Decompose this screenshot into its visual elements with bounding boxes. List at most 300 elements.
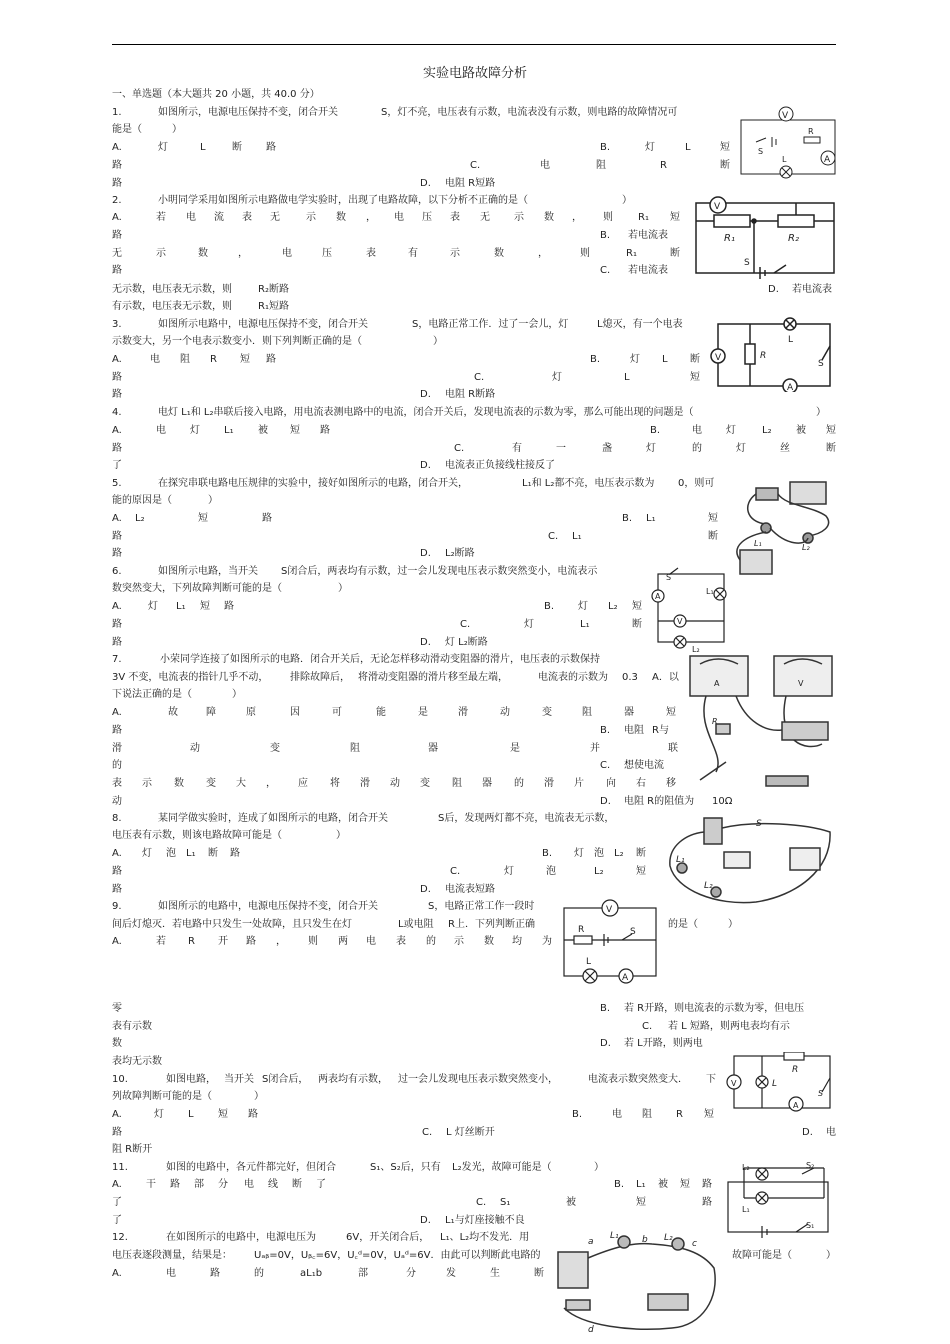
- question-text-fragment: 动: [500, 707, 510, 718]
- question-text-fragment: S₁、S₂后，只有: [370, 1162, 441, 1173]
- question-text-fragment: 动: [112, 796, 122, 807]
- question-text-fragment: 6.: [112, 566, 122, 577]
- question-text-fragment: L: [685, 142, 691, 153]
- question-text-fragment: 想使电流: [624, 760, 664, 771]
- section-heading: 一、单选题（本大题共 20 小题，共 40.0 分）: [112, 89, 320, 100]
- question-text-fragment: D.: [802, 1127, 813, 1138]
- question-text-fragment: 被: [258, 425, 268, 436]
- question-text-fragment: 电: [166, 1268, 176, 1279]
- question-text-fragment: 数: [494, 248, 504, 259]
- question-text-fragment: 灯: [190, 425, 200, 436]
- question-text-fragment: C.: [600, 760, 611, 771]
- question-text-fragment: 的: [692, 443, 702, 454]
- question-text-fragment: ）: [232, 689, 242, 700]
- question-text-fragment: L₂: [594, 866, 604, 877]
- question-text-fragment: 电: [156, 425, 166, 436]
- question-text-fragment: ）: [172, 124, 182, 135]
- l1-label: L₁: [706, 587, 714, 596]
- question-text-fragment: 器: [482, 778, 492, 789]
- question-text-fragment: 数: [198, 248, 208, 259]
- question-text-fragment: 无: [270, 212, 280, 223]
- question-text-fragment: 了: [112, 1197, 122, 1208]
- question-text-fragment: D.: [768, 284, 779, 295]
- question-text-fragment: 泡: [546, 866, 556, 877]
- apparatus-labels-q7: [686, 652, 836, 800]
- switch-label: S: [758, 147, 764, 156]
- question-text-fragment: D.: [420, 389, 431, 400]
- question-text-fragment: 5.: [112, 478, 122, 489]
- r2-label: R₂: [788, 233, 799, 244]
- question-text-fragment: 断: [208, 848, 218, 859]
- question-text-fragment: 部: [358, 1268, 368, 1279]
- question-text-fragment: 应: [298, 778, 308, 789]
- question-text-fragment: ）: [254, 1091, 264, 1102]
- question-text-fragment: 某同学做实验时，连成了如图所示的电路，闭合开关: [158, 813, 388, 824]
- question-text-fragment: D.: [420, 1215, 431, 1226]
- question-text-fragment: 路: [246, 936, 256, 947]
- question-text-fragment: 2.: [112, 195, 122, 206]
- question-text-fragment: 表均无示数: [112, 1056, 162, 1067]
- question-text-fragment: A.: [112, 1179, 122, 1190]
- circuit-labels-q3: [706, 316, 836, 392]
- question-text-fragment: 短: [708, 513, 718, 524]
- question-text-fragment: 短: [680, 1179, 690, 1190]
- ammeter-label: A: [714, 679, 720, 688]
- resistor-label: R: [808, 127, 814, 136]
- question-text-fragment: 被: [658, 1179, 668, 1190]
- question-text-fragment: 灯: [736, 443, 746, 454]
- question-text-fragment: 列故障判断可能的是（: [112, 1091, 212, 1102]
- switch-label: S: [818, 1089, 824, 1098]
- question-text-fragment: 路: [112, 1127, 122, 1138]
- ammeter-label: A: [655, 592, 661, 601]
- question-text-fragment: 并: [590, 743, 600, 754]
- question-text-fragment: 排除故障后，: [290, 672, 350, 683]
- question-text-fragment: 零: [112, 1003, 122, 1014]
- l2-label: L₂: [664, 1233, 673, 1243]
- voltmeter-label: V: [782, 111, 789, 121]
- question-text-fragment: L₁: [224, 425, 234, 436]
- question-text-fragment: 路: [702, 1179, 712, 1190]
- question-text-fragment: 若 L开路，则两电: [624, 1038, 703, 1049]
- question-text-fragment: 断: [826, 443, 836, 454]
- question-text-fragment: 有示数，电压表无示数，则: [112, 301, 232, 312]
- question-text-fragment: R₁: [638, 212, 649, 223]
- lamp-label: L: [586, 957, 592, 967]
- question-text-fragment: 的: [426, 936, 436, 947]
- question-text-fragment: 电: [612, 1109, 622, 1120]
- question-text-fragment: 短: [690, 372, 700, 383]
- question-text-fragment: 电阻 R的阻值为: [624, 796, 695, 807]
- question-text-fragment: A.: [112, 513, 122, 524]
- circuit-labels-q2: [688, 193, 836, 279]
- question-text-fragment: 示: [306, 212, 316, 223]
- question-text-fragment: 路: [112, 178, 122, 189]
- question-text-fragment: ，: [276, 936, 286, 947]
- voltmeter-label: V: [677, 617, 683, 626]
- question-text-fragment: 灯: [645, 142, 655, 153]
- question-text-fragment: L: [188, 1109, 194, 1120]
- question-text-fragment: C.: [476, 1197, 487, 1208]
- ammeter-label: A: [787, 383, 794, 392]
- question-text-fragment: 路: [702, 1197, 712, 1208]
- voltmeter-label: V: [798, 679, 804, 688]
- question-text-fragment: 灯: [578, 601, 588, 612]
- s2-label: S₂: [806, 1161, 815, 1170]
- question-text-fragment: S，电路正常工作．过了一会儿，灯: [412, 319, 569, 330]
- question-text-fragment: 电: [150, 354, 160, 365]
- question-text-fragment: 如图所示的电路中，电源电压保持不变，闭合开关: [158, 901, 378, 912]
- point-d-label: d: [588, 1325, 594, 1335]
- question-text-fragment: 若: [156, 936, 166, 947]
- resistor-label: R: [578, 925, 585, 935]
- question-text-fragment: A.: [112, 142, 122, 153]
- question-text-fragment: 8.: [112, 813, 122, 824]
- question-text-fragment: L: [624, 372, 630, 383]
- question-text-fragment: 的: [254, 1268, 264, 1279]
- question-text-fragment: 器: [624, 707, 634, 718]
- question-text-fragment: 在如图所示的电路中，电源电压为: [166, 1232, 316, 1243]
- question-text-fragment: 路: [266, 354, 276, 365]
- lamp-label: L: [788, 335, 794, 345]
- resistor-label: R: [792, 1065, 799, 1075]
- question-text-fragment: L₁、L₂均不发光．用: [440, 1232, 530, 1243]
- question-text-fragment: S，电路正常工作一段时: [428, 901, 535, 912]
- question-text-fragment: 如图所示，电源电压保持不变，闭合开关: [158, 107, 338, 118]
- question-text-fragment: 是: [510, 743, 520, 754]
- question-text-fragment: 电: [394, 212, 404, 223]
- question-text-fragment: 下: [706, 1074, 716, 1085]
- question-text-fragment: L₁: [572, 531, 582, 542]
- question-text-fragment: 电流表短路: [445, 884, 495, 895]
- question-text-fragment: 滑: [458, 707, 468, 718]
- question-text-fragment: ）: [816, 407, 826, 418]
- question-text-fragment: 表: [396, 936, 406, 947]
- question-text-fragment: 4.: [112, 407, 122, 418]
- voltmeter-label: V: [731, 1079, 737, 1088]
- question-text-fragment: B.: [600, 725, 611, 736]
- question-text-fragment: 大: [236, 778, 246, 789]
- question-text-fragment: 路: [112, 866, 122, 877]
- question-text-fragment: 了: [316, 1179, 326, 1190]
- question-text-fragment: 则: [580, 248, 590, 259]
- question-text-fragment: C.: [548, 531, 559, 542]
- question-text-fragment: L₂: [608, 601, 618, 612]
- question-text-fragment: 能: [376, 707, 386, 718]
- r1-label: R₁: [724, 233, 735, 244]
- question-text-fragment: 电: [366, 936, 376, 947]
- page-title: 实验电路故障分析: [422, 66, 527, 81]
- question-text-fragment: ）: [826, 1250, 836, 1261]
- question-text-fragment: 若电流表: [792, 284, 832, 295]
- question-text-fragment: B.: [622, 513, 633, 524]
- question-text-fragment: 是: [418, 707, 428, 718]
- question-text-fragment: 动: [390, 778, 400, 789]
- resistor-label: R: [712, 717, 718, 726]
- question-text-fragment: 灯 L₂断路: [445, 637, 488, 648]
- question-text-fragment: L₂: [135, 513, 145, 524]
- question-text-fragment: L₁: [636, 1179, 646, 1190]
- question-text-fragment: 路: [112, 160, 122, 171]
- l1-label: L₁: [610, 1231, 619, 1241]
- question-text-fragment: 灯: [646, 443, 656, 454]
- question-text-fragment: 1.: [112, 107, 122, 118]
- question-text-fragment: ，: [572, 212, 582, 223]
- question-text-fragment: 分: [406, 1268, 416, 1279]
- question-text-fragment: C.: [422, 1127, 433, 1138]
- question-text-fragment: 阻: [582, 707, 592, 718]
- question-text-fragment: 为: [542, 936, 552, 947]
- question-text-fragment: 阻: [596, 160, 606, 171]
- question-text-fragment: C.: [460, 619, 471, 630]
- question-text-fragment: 向: [606, 778, 616, 789]
- question-text-fragment: A．以: [652, 672, 679, 683]
- top-rule: [112, 44, 836, 45]
- question-text-fragment: ）: [433, 336, 443, 347]
- question-text-fragment: ）: [622, 195, 632, 206]
- question-text-fragment: 断: [708, 531, 718, 542]
- question-text-fragment: 表: [242, 212, 252, 223]
- question-text-fragment: ，: [538, 248, 548, 259]
- question-text-fragment: 小明同学采用如图所示电路做电学实验时，出现了电路故障，以下分析不正确的是（: [158, 195, 528, 206]
- question-text-fragment: ，: [266, 778, 276, 789]
- question-text-fragment: 电: [540, 160, 550, 171]
- question-text-fragment: 盏: [602, 443, 612, 454]
- question-text-fragment: 7.: [112, 654, 122, 665]
- question-text-fragment: S闭合后，: [262, 1074, 309, 1085]
- question-text-fragment: 被: [566, 1197, 576, 1208]
- question-text-fragment: 右: [636, 778, 646, 789]
- question-text-fragment: 了: [112, 460, 122, 471]
- question-text-fragment: 均: [512, 936, 522, 947]
- question-text-fragment: C.: [470, 160, 481, 171]
- question-text-fragment: 阻 R断开: [112, 1144, 153, 1155]
- question-text-fragment: D.: [600, 796, 611, 807]
- question-text-fragment: B.: [650, 425, 661, 436]
- question-text-fragment: 电压表逐段测量，结果是：: [112, 1250, 232, 1261]
- question-text-fragment: 短: [200, 601, 210, 612]
- l1-label: L₁: [742, 1205, 750, 1214]
- l1-label: L₁: [754, 539, 762, 548]
- question-text-fragment: ）: [336, 830, 346, 841]
- lamp-label: L: [782, 155, 787, 164]
- question-text-fragment: 短: [704, 1109, 714, 1120]
- question-text-fragment: 路: [230, 848, 240, 859]
- question-text-fragment: 如图电路，: [166, 1074, 216, 1085]
- question-text-fragment: D.: [420, 884, 431, 895]
- question-text-fragment: 示: [514, 212, 524, 223]
- question-text-fragment: R: [660, 160, 667, 171]
- switch-label: S: [818, 359, 824, 369]
- question-text-fragment: B.: [542, 848, 553, 859]
- circuit-labels-q9: [560, 898, 660, 984]
- question-text-fragment: 故障可能是（: [732, 1250, 792, 1261]
- question-text-fragment: 电流表正负接线柱接反了: [445, 460, 555, 471]
- switch-label: S: [744, 258, 750, 268]
- question-text-fragment: 的: [514, 778, 524, 789]
- question-text-fragment: 示: [450, 248, 460, 259]
- question-text-fragment: ）: [338, 583, 348, 594]
- question-text-fragment: 滑: [112, 743, 122, 754]
- question-text-fragment: 障: [206, 707, 216, 718]
- question-text-fragment: 阻: [642, 1109, 652, 1120]
- question-text-fragment: S闭合后，两表均有示数，过一会儿发现电压表示数突然变小，电流表示: [281, 566, 598, 577]
- question-text-fragment: 则: [308, 936, 318, 947]
- question-text-fragment: 生: [490, 1268, 500, 1279]
- question-text-fragment: 路: [210, 1268, 220, 1279]
- question-text-fragment: 间后灯熄灭．若电路中只发生一处故障，且只发生在灯: [112, 919, 352, 930]
- question-text-fragment: 10.: [112, 1074, 128, 1085]
- switch-label: S: [666, 573, 672, 582]
- question-text-fragment: 断: [720, 160, 730, 171]
- question-text-fragment: D.: [600, 1038, 611, 1049]
- question-text-fragment: L₂: [762, 425, 772, 436]
- question-text-fragment: C.: [450, 866, 461, 877]
- question-text-fragment: 路: [112, 725, 122, 736]
- question-text-fragment: 丝: [780, 443, 790, 454]
- question-text-fragment: 若: [156, 212, 166, 223]
- question-text-fragment: 表: [112, 778, 122, 789]
- question-text-fragment: 无示数，电压表无示数，则: [112, 284, 232, 295]
- question-text-fragment: 短: [198, 513, 208, 524]
- question-text-fragment: 断: [632, 619, 642, 630]
- question-text-fragment: D.: [420, 637, 431, 648]
- question-text-fragment: L: [200, 142, 206, 153]
- question-text-fragment: 压: [322, 248, 332, 259]
- point-c-label: c: [692, 1239, 697, 1249]
- question-text-fragment: L熄灭，有一个电表: [597, 319, 683, 330]
- question-text-fragment: 电阻 R短路: [445, 178, 496, 189]
- lamp-label: L: [772, 1079, 778, 1089]
- question-text-fragment: 的: [112, 760, 122, 771]
- switch-label: S: [756, 819, 762, 829]
- question-text-fragment: 数: [174, 778, 184, 789]
- question-text-fragment: 短: [826, 425, 836, 436]
- question-text-fragment: 表有示数: [112, 1021, 152, 1032]
- question-text-fragment: R₁短路: [258, 301, 289, 312]
- point-a-label: a: [588, 1237, 594, 1247]
- question-text-fragment: R₂断路: [258, 284, 289, 295]
- ammeter-label: A: [622, 973, 629, 983]
- question-text-fragment: 路: [170, 1179, 180, 1190]
- question-text-fragment: A.: [112, 936, 122, 947]
- question-text-fragment: 开: [218, 936, 228, 947]
- question-text-fragment: A.: [112, 1109, 122, 1120]
- question-text-fragment: 变: [542, 707, 552, 718]
- question-text-fragment: 可: [332, 707, 342, 718]
- apparatus-labels-q8: [656, 810, 836, 914]
- voltmeter-label: V: [606, 905, 613, 915]
- question-text-fragment: 阻: [452, 778, 462, 789]
- question-text-fragment: 的是（: [668, 919, 698, 930]
- question-text-fragment: ）: [208, 495, 218, 506]
- question-text-fragment: 变: [206, 778, 216, 789]
- question-text-fragment: 电压表有示数，则该电路故障可能是（: [112, 830, 282, 841]
- question-text-fragment: 如图的电路中，各元件都完好，但闭合: [166, 1162, 336, 1173]
- circuit-labels-q10: [722, 1052, 836, 1112]
- question-text-fragment: 3V 不变，电流表的指针几乎不动，: [112, 672, 269, 683]
- question-text-fragment: A.: [112, 1268, 122, 1279]
- question-text-fragment: 断: [690, 354, 700, 365]
- question-text-fragment: 能是（: [112, 124, 142, 135]
- question-text-fragment: 若 L 短路，则两电表均有示: [668, 1021, 790, 1032]
- question-text-fragment: 两表均有示数，: [318, 1074, 388, 1085]
- question-text-fragment: 路: [112, 443, 122, 454]
- question-text-fragment: ）: [594, 1162, 604, 1173]
- question-text-fragment: 故: [168, 707, 178, 718]
- question-text-fragment: C.: [474, 372, 485, 383]
- question-text-fragment: 将: [330, 778, 340, 789]
- question-text-fragment: 灯: [726, 425, 736, 436]
- question-text-fragment: 部: [194, 1179, 204, 1190]
- ammeter-label: A: [824, 155, 831, 165]
- question-text-fragment: 电: [826, 1127, 836, 1138]
- question-text-fragment: S₁: [500, 1197, 511, 1208]
- question-text-fragment: 12.: [112, 1232, 128, 1243]
- question-text-fragment: 干: [146, 1179, 156, 1190]
- question-text-fragment: R: [210, 354, 217, 365]
- question-text-fragment: L₁与灯座接触不良: [445, 1215, 525, 1226]
- question-text-fragment: Uₐᵦ=0V，Uᵦ꜀=6V，U꜀ᵈ=0V，Uₐᵈ=6V．由此可以判断此电路的: [254, 1250, 541, 1261]
- l2-label: L₂: [692, 645, 700, 654]
- question-text-fragment: 下说法正确的是（: [112, 689, 192, 700]
- question-text-fragment: 电: [282, 248, 292, 259]
- question-text-fragment: L₂发光，故障可能是（: [452, 1162, 552, 1173]
- question-text-fragment: A.: [112, 425, 122, 436]
- question-text-fragment: B.: [600, 1003, 611, 1014]
- question-text-fragment: 电: [186, 212, 196, 223]
- question-text-fragment: 若电流表: [628, 265, 668, 276]
- question-text-fragment: 灯: [552, 372, 562, 383]
- question-text-fragment: 动: [190, 743, 200, 754]
- question-text-fragment: 短: [670, 212, 680, 223]
- question-text-fragment: 灯: [524, 619, 534, 630]
- question-text-fragment: 短: [290, 425, 300, 436]
- question-text-fragment: 数: [112, 1038, 122, 1049]
- question-text-fragment: 滑: [544, 778, 554, 789]
- l2-label: L₂: [742, 1163, 750, 1172]
- question-text-fragment: 路: [112, 884, 122, 895]
- question-text-fragment: 数: [544, 212, 554, 223]
- question-text-fragment: A.: [112, 212, 122, 223]
- switch-label: S: [630, 927, 636, 937]
- question-text-fragment: 断: [670, 248, 680, 259]
- question-text-fragment: 灯: [148, 601, 158, 612]
- question-text-fragment: 短: [632, 601, 642, 612]
- question-text-fragment: 若 R开路，则电流表的示数为零，但电压: [624, 1003, 805, 1014]
- question-text-fragment: C.: [454, 443, 465, 454]
- question-text-fragment: 变: [270, 743, 280, 754]
- question-text-fragment: 路: [112, 265, 122, 276]
- question-text-fragment: 如图所示电路，当开关: [158, 566, 258, 577]
- question-text-fragment: R上．下列判断正确: [448, 919, 535, 930]
- question-text-fragment: L₁: [176, 601, 186, 612]
- question-text-fragment: R与: [652, 725, 669, 736]
- question-text-fragment: D.: [420, 178, 431, 189]
- question-text-fragment: 断: [534, 1268, 544, 1279]
- voltmeter-label: V: [715, 353, 722, 363]
- question-text-fragment: 若电流表: [628, 230, 668, 241]
- question-text-fragment: 断: [292, 1179, 302, 1190]
- question-text-fragment: 原: [246, 707, 256, 718]
- question-text-fragment: L 灯丝断开: [446, 1127, 495, 1138]
- question-text-fragment: R₁: [626, 248, 637, 259]
- question-text-fragment: 压: [422, 212, 432, 223]
- question-text-fragment: 一: [556, 443, 566, 454]
- question-text-fragment: 小荣同学连接了如图所示的电路．闭合开关后，无论怎样移动滑动变阻器的滑片，电压表的示数保持: [160, 654, 600, 665]
- question-text-fragment: B.: [600, 230, 611, 241]
- question-text-fragment: 在探究串联电路电压规律的实验中，接好如图所示的电路，闭合开关，: [158, 478, 468, 489]
